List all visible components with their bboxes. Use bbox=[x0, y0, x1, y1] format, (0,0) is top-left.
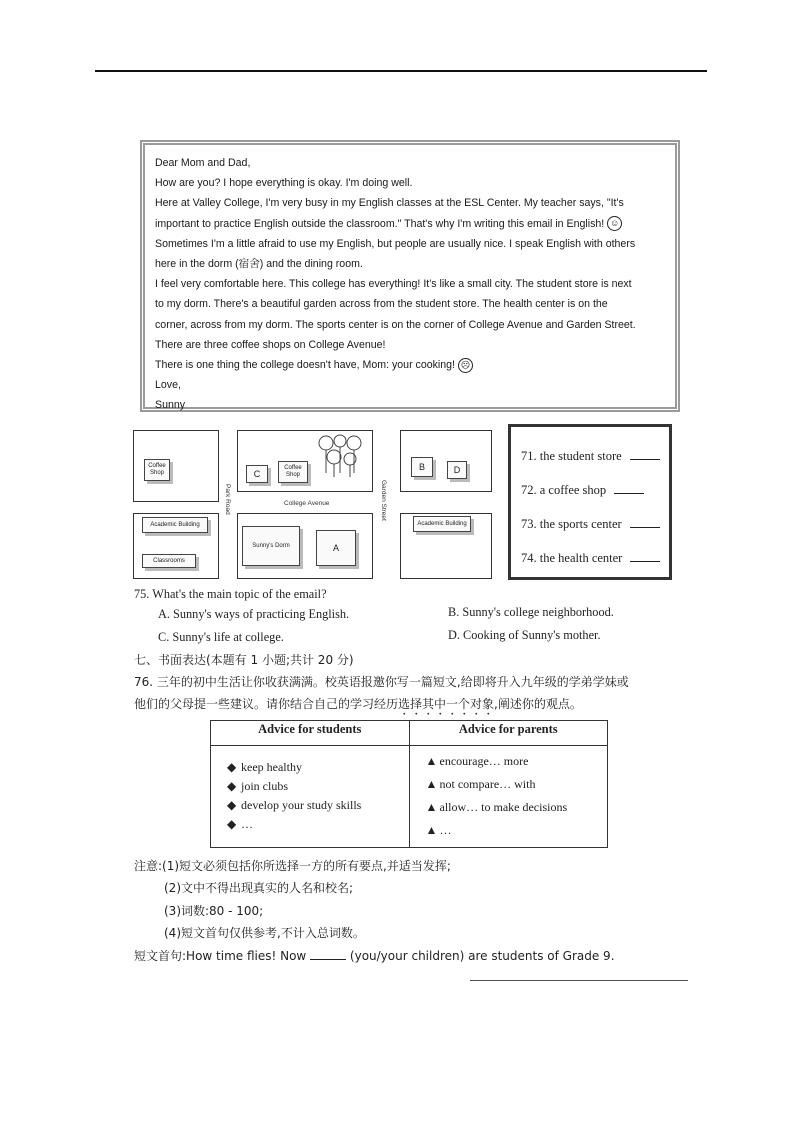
q75-option-b[interactable]: B. Sunny's college neighborhood. bbox=[448, 605, 614, 619]
first-sentence-blank[interactable] bbox=[310, 949, 346, 960]
matching-item: 72. a coffee shop bbox=[521, 473, 661, 507]
email-line: Dear Mom and Dad, bbox=[155, 157, 251, 169]
q75-stem: 75. What's the main topic of the email? bbox=[134, 587, 327, 601]
map-panel-bottom-right bbox=[400, 513, 492, 579]
advice-table bbox=[210, 720, 608, 848]
academic-building-block: Academic Building bbox=[142, 517, 208, 533]
note-line: (3)词数:80 - 100; bbox=[164, 904, 264, 918]
q76-line-1: 76. 三年的初中生活让你收获满满。校英语报邀你写一篇短文,给即将升入九年级的学弟学妹或 bbox=[134, 675, 629, 689]
email-line: Love, bbox=[155, 379, 181, 392]
matching-item: 73. the sports center bbox=[521, 507, 661, 541]
email-line: Here at Valley College, I'm very busy in my English classes at the ESL Center. My teacher says, "It's bbox=[155, 197, 624, 210]
note-line: (4)短文首句仅供参考,不计入总词数。 bbox=[164, 926, 365, 940]
map-panel-top-left bbox=[133, 430, 219, 502]
parents-cell bbox=[409, 746, 608, 848]
matching-answer-box bbox=[508, 424, 672, 580]
q75-option-d[interactable]: D. Cooking of Sunny's mother. bbox=[448, 628, 601, 642]
list-item: ▲ encourage… more bbox=[425, 754, 529, 768]
block-d: D bbox=[447, 461, 467, 479]
list-item: ▲ allow… to make decisions bbox=[425, 800, 568, 814]
smile-face-icon: ☺ bbox=[607, 216, 622, 231]
sunnys-dorm-block: Sunny's Dorm bbox=[242, 526, 300, 566]
email-line: here in the dorm (宿舍) and the dining room. bbox=[155, 258, 363, 271]
students-header: Advice for students bbox=[211, 721, 410, 746]
email-line: There is one thing the college doesn't have, Mom: your cooking! ☹ bbox=[155, 355, 665, 375]
first-sentence: 短文首句:How time flies! Now (you/your children) are students of Grade 9. bbox=[134, 949, 615, 963]
email-box bbox=[140, 140, 680, 412]
parents-header: Advice for parents bbox=[409, 721, 608, 746]
email-line: to my dorm. There's a beautiful garden across from the student store. The health center is on the bbox=[155, 298, 608, 311]
map-panel-bottom-middle bbox=[237, 513, 373, 579]
email-line: corner, across from my dorm. The sports center is on the corner of College Avenue and Garden Street. bbox=[155, 318, 636, 331]
academic-building-block: Academic Building bbox=[413, 516, 471, 532]
emphasis-text: 选择其中一个对象 bbox=[398, 697, 495, 711]
list-item: ▲ not compare… with bbox=[425, 777, 536, 791]
park-road-label: Park Road bbox=[224, 484, 231, 515]
note-line: (2)文中不得出现真实的人名和校名; bbox=[164, 881, 354, 895]
answer-blank[interactable] bbox=[614, 481, 644, 494]
matching-item: 71. the student store bbox=[521, 439, 661, 473]
classrooms-block: Classrooms bbox=[142, 554, 196, 568]
block-b: B bbox=[411, 457, 433, 477]
email-line: important to practice English outside the classroom." That's why I'm writing this email in English! ☺ bbox=[155, 214, 665, 234]
list-item: ◆ keep healthy bbox=[227, 760, 302, 774]
list-item: ◆ join clubs bbox=[227, 779, 288, 793]
coffee-shop-block: Coffee Shop bbox=[278, 461, 308, 483]
sad-face-icon: ☹ bbox=[458, 358, 473, 373]
email-line: Sunny bbox=[155, 399, 186, 412]
garden-street-label: Garden Street bbox=[380, 480, 387, 521]
map-panel-top-right bbox=[400, 430, 492, 492]
block-c: C bbox=[246, 465, 268, 483]
matching-item: 74. the health center bbox=[521, 541, 661, 575]
garden-trees-icon bbox=[316, 433, 370, 483]
note-line: 注意:(1)短文必须包括你所选择一方的所有要点,并适当发挥; bbox=[134, 859, 451, 873]
list-item: ▲ … bbox=[425, 823, 452, 837]
q75-option-c[interactable]: C. Sunny's life at college. bbox=[158, 630, 284, 644]
email-line: There are three coffee shops on College Avenue! bbox=[155, 338, 386, 351]
list-item: ◆ develop your study skills bbox=[227, 798, 362, 812]
top-rule bbox=[95, 70, 707, 72]
list-item: ◆ … bbox=[227, 817, 253, 831]
bottom-rule bbox=[470, 980, 688, 981]
answer-blank[interactable] bbox=[630, 549, 660, 562]
email-line: How are you? I hope everything is okay. I'm doing well. bbox=[155, 177, 413, 190]
map-panel-top-middle bbox=[237, 430, 373, 492]
answer-blank[interactable] bbox=[630, 447, 660, 460]
block-a: A bbox=[316, 530, 356, 566]
college-avenue-label: College Avenue bbox=[284, 500, 330, 507]
answer-blank[interactable] bbox=[630, 515, 660, 528]
email-line: Sometimes I'm a little afraid to use my English, but people are usually nice. I speak English with others bbox=[155, 237, 636, 250]
map-panel-bottom-left bbox=[133, 513, 219, 579]
q75-option-a[interactable]: A. Sunny's ways of practicing English. bbox=[158, 607, 350, 621]
section-heading: 七、书面表达(本题有 1 小题;共计 20 分) bbox=[134, 653, 354, 667]
email-line: I feel very comfortable here. This college has everything! It's like a small city. The student store is next bbox=[155, 278, 632, 291]
coffee-shop-block: Coffee Shop bbox=[144, 459, 170, 481]
q76-line-2: 他们的父母提一些建议。请你结合自己的学习经历选择其中一个对象,阐述你的观点。 bbox=[134, 697, 582, 711]
students-cell bbox=[211, 746, 410, 848]
